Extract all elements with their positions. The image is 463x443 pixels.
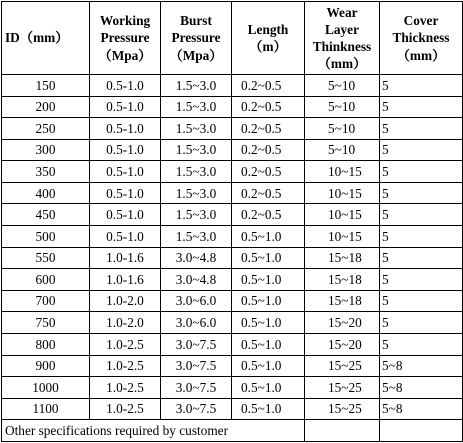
header-burst-pressure-line: （Mpa） bbox=[169, 47, 223, 63]
cell-length: 0.5~1.0 bbox=[232, 247, 305, 269]
cell-length: 0.2~0.5 bbox=[232, 182, 305, 204]
header-length-line: （m） bbox=[249, 39, 287, 54]
cell-cover-thickness: 5~8 bbox=[380, 377, 463, 399]
cell-length: 0.5~1.0 bbox=[232, 312, 305, 334]
header-working-pressure bbox=[90, 2, 161, 75]
cell-wear-layer-thickness: 10~15 bbox=[305, 226, 380, 248]
cell-cover-thickness: 5~8 bbox=[380, 398, 463, 420]
header-burst-pressure-line: Burst bbox=[180, 13, 212, 29]
cell-burst-pressure: 3.0~6.0 bbox=[161, 290, 232, 312]
cell-cover-thickness: 5~8 bbox=[380, 355, 463, 377]
cell-working-pressure: 0.5-1.0 bbox=[90, 96, 161, 118]
cell-id: 600 bbox=[2, 269, 90, 291]
cell-burst-pressure: 1.5~3.0 bbox=[161, 182, 232, 204]
cell-cover-thickness: 5 bbox=[380, 312, 463, 334]
cell-wear-layer-thickness: 15~25 bbox=[305, 398, 380, 420]
cell-id: 1000 bbox=[2, 377, 90, 399]
cell-wear-layer-thickness: 15~20 bbox=[305, 312, 380, 334]
cell-working-pressure: 0.5-1.0 bbox=[90, 118, 161, 140]
table-row bbox=[2, 312, 463, 334]
cell-cover-thickness: 5 bbox=[380, 139, 463, 161]
cell-cover-thickness: 5 bbox=[380, 161, 463, 183]
cell-burst-pressure: 3.0~7.5 bbox=[161, 398, 232, 420]
header-cover-thickness bbox=[380, 2, 463, 75]
header-burst-pressure bbox=[161, 2, 232, 75]
header-wear-layer-thickness-line: Layer bbox=[325, 21, 359, 37]
footer-empty-cell bbox=[305, 420, 380, 442]
cell-id: 800 bbox=[2, 333, 90, 355]
header-length-line: Length bbox=[247, 21, 289, 37]
cell-working-pressure: 1.0-2.0 bbox=[90, 290, 161, 312]
cell-working-pressure: 1.0-2.5 bbox=[90, 333, 161, 355]
cell-wear-layer-thickness: 10~15 bbox=[305, 204, 380, 226]
footer-row bbox=[2, 420, 463, 442]
hose-spec-table bbox=[1, 1, 463, 442]
cell-cover-thickness: 5 bbox=[380, 269, 463, 291]
cell-cover-thickness: 5 bbox=[380, 204, 463, 226]
cell-wear-layer-thickness: 10~15 bbox=[305, 161, 380, 183]
cell-burst-pressure: 1.5~3.0 bbox=[161, 139, 232, 161]
footer-empty-cell bbox=[380, 420, 463, 442]
header-id bbox=[2, 2, 90, 75]
cell-working-pressure: 0.5-1.0 bbox=[90, 204, 161, 226]
table-row bbox=[2, 161, 463, 183]
cell-wear-layer-thickness: 10~15 bbox=[305, 182, 380, 204]
header-wear-layer-thickness-line: Thinkness bbox=[312, 39, 372, 54]
table-header bbox=[2, 2, 463, 75]
table-row bbox=[2, 75, 463, 97]
header-cover-thickness-line: （mm） bbox=[396, 47, 446, 63]
cell-length: 0.2~0.5 bbox=[232, 161, 305, 183]
cell-length: 0.5~1.0 bbox=[232, 377, 305, 399]
table-body bbox=[2, 75, 463, 442]
cell-length: 0.2~0.5 bbox=[232, 204, 305, 226]
cell-wear-layer-thickness: 15~18 bbox=[305, 290, 380, 312]
cell-id: 200 bbox=[2, 96, 90, 118]
cell-wear-layer-thickness: 15~18 bbox=[305, 247, 380, 269]
cell-working-pressure: 1.0-2.0 bbox=[90, 312, 161, 334]
cell-cover-thickness: 5 bbox=[380, 75, 463, 97]
cell-wear-layer-thickness: 15~25 bbox=[305, 377, 380, 399]
cell-cover-thickness: 5 bbox=[380, 226, 463, 248]
cell-burst-pressure: 1.5~3.0 bbox=[161, 96, 232, 118]
cell-burst-pressure: 1.5~3.0 bbox=[161, 75, 232, 97]
header-cover-thickness-line: Thickness bbox=[392, 30, 450, 46]
cell-working-pressure: 1.0-2.5 bbox=[90, 398, 161, 420]
cell-burst-pressure: 1.5~3.0 bbox=[161, 226, 232, 248]
cell-wear-layer-thickness: 15~25 bbox=[305, 355, 380, 377]
header-wear-layer-thickness bbox=[305, 2, 380, 75]
cell-burst-pressure: 1.5~3.0 bbox=[161, 204, 232, 226]
cell-burst-pressure: 3.0~6.0 bbox=[161, 312, 232, 334]
cell-cover-thickness: 5 bbox=[380, 247, 463, 269]
table-row bbox=[2, 355, 463, 377]
cell-burst-pressure: 1.5~3.0 bbox=[161, 161, 232, 183]
cell-id: 450 bbox=[2, 204, 90, 226]
cell-id: 250 bbox=[2, 118, 90, 140]
cell-wear-layer-thickness: 5~10 bbox=[305, 75, 380, 97]
cell-working-pressure: 0.5-1.0 bbox=[90, 75, 161, 97]
header-wear-layer-thickness-line: Wear bbox=[326, 4, 358, 20]
cell-cover-thickness: 5 bbox=[380, 96, 463, 118]
cell-burst-pressure: 1.5~3.0 bbox=[161, 118, 232, 140]
cell-id: 900 bbox=[2, 355, 90, 377]
cell-burst-pressure: 3.0~7.5 bbox=[161, 377, 232, 399]
header-id-line: ID（mm） bbox=[5, 30, 69, 46]
cell-working-pressure: 0.5-1.0 bbox=[90, 161, 161, 183]
header-wear-layer-thickness-line: （mm） bbox=[317, 56, 367, 72]
cell-burst-pressure: 3.0~7.5 bbox=[161, 333, 232, 355]
cell-cover-thickness: 5 bbox=[380, 290, 463, 312]
table-row bbox=[2, 247, 463, 269]
header-row bbox=[2, 2, 463, 75]
table-row bbox=[2, 398, 463, 420]
table-row bbox=[2, 226, 463, 248]
cell-working-pressure: 1.0-2.5 bbox=[90, 377, 161, 399]
cell-burst-pressure: 3.0~4.8 bbox=[161, 247, 232, 269]
cell-working-pressure: 1.0-1.6 bbox=[90, 269, 161, 291]
cell-id: 350 bbox=[2, 161, 90, 183]
cell-wear-layer-thickness: 15~18 bbox=[305, 269, 380, 291]
cell-length: 0.5~1.0 bbox=[232, 226, 305, 248]
header-burst-pressure-line: Pressure bbox=[171, 30, 221, 46]
table-row bbox=[2, 333, 463, 355]
header-working-pressure-line: （Mpa） bbox=[98, 47, 152, 63]
cell-length: 0.2~0.5 bbox=[232, 75, 305, 97]
table-row bbox=[2, 118, 463, 140]
cell-length: 0.2~0.5 bbox=[232, 139, 305, 161]
cell-wear-layer-thickness: 5~10 bbox=[305, 139, 380, 161]
header-working-pressure-line: Working bbox=[99, 13, 151, 29]
header-cover-thickness-line: Cover bbox=[403, 13, 439, 29]
cell-working-pressure: 1.0-2.5 bbox=[90, 355, 161, 377]
cell-id: 500 bbox=[2, 226, 90, 248]
cell-id: 1100 bbox=[2, 398, 90, 420]
cell-id: 300 bbox=[2, 139, 90, 161]
table-row bbox=[2, 204, 463, 226]
cell-id: 550 bbox=[2, 247, 90, 269]
cell-cover-thickness: 5 bbox=[380, 118, 463, 140]
cell-working-pressure: 1.0-1.6 bbox=[90, 247, 161, 269]
table-row bbox=[2, 139, 463, 161]
table-row bbox=[2, 96, 463, 118]
cell-burst-pressure: 3.0~4.8 bbox=[161, 269, 232, 291]
cell-id: 400 bbox=[2, 182, 90, 204]
cell-working-pressure: 0.5-1.0 bbox=[90, 182, 161, 204]
cell-length: 0.2~0.5 bbox=[232, 118, 305, 140]
header-working-pressure-line: Pressure bbox=[100, 30, 150, 46]
header-length bbox=[232, 2, 305, 75]
cell-id: 700 bbox=[2, 290, 90, 312]
cell-length: 0.5~1.0 bbox=[232, 290, 305, 312]
cell-id: 750 bbox=[2, 312, 90, 334]
cell-id: 150 bbox=[2, 75, 90, 97]
cell-cover-thickness: 5 bbox=[380, 182, 463, 204]
table-row bbox=[2, 269, 463, 291]
cell-burst-pressure: 3.0~7.5 bbox=[161, 355, 232, 377]
cell-length: 0.5~1.0 bbox=[232, 398, 305, 420]
cell-working-pressure: 0.5-1.0 bbox=[90, 226, 161, 248]
cell-length: 0.5~1.0 bbox=[232, 269, 305, 291]
table-row bbox=[2, 290, 463, 312]
table-row bbox=[2, 377, 463, 399]
cell-wear-layer-thickness: 15~20 bbox=[305, 333, 380, 355]
cell-cover-thickness: 5 bbox=[380, 333, 463, 355]
cell-length: 0.5~1.0 bbox=[232, 333, 305, 355]
cell-working-pressure: 0.5-1.0 bbox=[90, 139, 161, 161]
cell-wear-layer-thickness: 5~10 bbox=[305, 96, 380, 118]
cell-length: 0.2~0.5 bbox=[232, 96, 305, 118]
table-row bbox=[2, 182, 463, 204]
cell-length: 0.5~1.0 bbox=[232, 355, 305, 377]
footer-note: Other specifications required by customer bbox=[2, 420, 305, 442]
cell-wear-layer-thickness: 5~10 bbox=[305, 118, 380, 140]
